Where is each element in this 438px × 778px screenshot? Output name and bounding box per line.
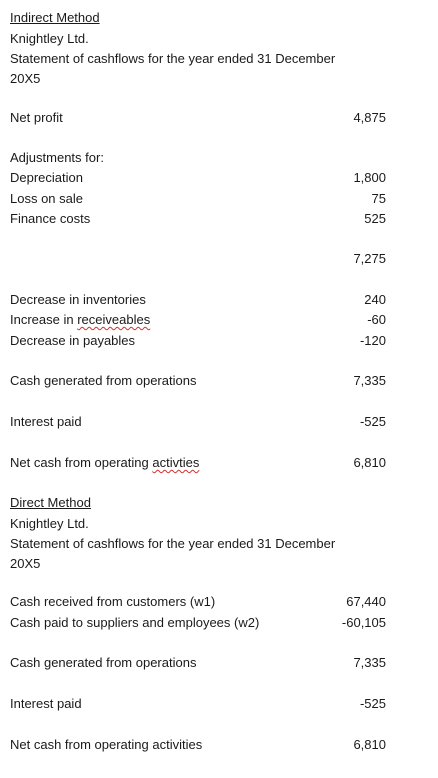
indirect-title-row-2: [10, 69, 428, 89]
receivables-misspelled-word: receiveables: [77, 312, 151, 327]
payables-value: -120: [359, 333, 386, 348]
finance-costs-value: 525: [364, 211, 386, 226]
direct-heading: Direct Method: [10, 495, 91, 510]
adjustments-label: Adjustments for:: [10, 150, 104, 165]
customers-value: 67,440: [346, 594, 386, 609]
direct-statement-title: Statement of cashflows for the year ended 31 December: [10, 536, 336, 551]
indirect-net-cash-label-prefix: Net cash from operating: [10, 455, 153, 470]
direct-statement-year: 20X5: [10, 556, 41, 571]
indirect-interest-paid-label: Interest paid: [10, 414, 82, 429]
customers-label: Cash received from customers (w1): [10, 594, 216, 609]
payables-row: [10, 331, 428, 351]
direct-company-name: Knightley Ltd.: [10, 516, 89, 531]
payables-label: Decrease in payables: [10, 333, 136, 348]
direct-cash-generated-row: [10, 653, 428, 673]
loss-on-sale-row: [10, 189, 428, 209]
net-profit-row: [10, 108, 428, 128]
receivables-label: [10, 310, 150, 330]
direct-net-cash-label: Net cash from operating activities: [10, 737, 203, 752]
indirect-interest-paid-value: -525: [359, 414, 386, 429]
customers-row: [10, 592, 428, 612]
indirect-title-row-1: [10, 49, 428, 69]
indirect-net-cash-row: [10, 453, 428, 473]
indirect-interest-paid-row: [10, 412, 428, 432]
indirect-cash-generated-value: 7,335: [353, 373, 386, 388]
suppliers-label: Cash paid to suppliers and employees (w2): [10, 615, 260, 630]
indirect-heading-row: [10, 8, 428, 28]
indirect-statement-year: 20X5: [10, 71, 41, 86]
finance-costs-row: [10, 209, 428, 229]
direct-net-cash-value: 6,810: [353, 737, 386, 752]
inventories-label: Decrease in inventories: [10, 292, 146, 307]
indirect-cash-generated-label: Cash generated from operations: [10, 373, 197, 388]
depreciation-row: [10, 168, 428, 188]
inventories-row: [10, 290, 428, 310]
indirect-company-row: [10, 29, 428, 49]
direct-interest-paid-value: -525: [359, 696, 386, 711]
net-profit-value: 4,875: [353, 110, 386, 125]
direct-net-cash-row: [10, 735, 428, 755]
subtotal-value: 7,275: [353, 251, 386, 266]
indirect-cash-generated-row: [10, 371, 428, 391]
indirect-heading: Indirect Method: [10, 10, 100, 25]
receivables-value: -60: [367, 312, 386, 327]
indirect-net-cash-value: 6,810: [353, 455, 386, 470]
indirect-statement-title: Statement of cashflows for the year ended 31 December: [10, 51, 336, 66]
adjustments-row: [10, 148, 428, 168]
direct-interest-paid-label: Interest paid: [10, 696, 82, 711]
direct-interest-paid-row: [10, 694, 428, 714]
indirect-net-cash-label: [10, 453, 199, 473]
loss-on-sale-label: Loss on sale: [10, 191, 83, 206]
depreciation-value: 1,800: [353, 170, 386, 185]
suppliers-value: -60,105: [341, 615, 386, 630]
indirect-net-cash-misspelled-word: activties: [152, 455, 200, 470]
finance-costs-label: Finance costs: [10, 211, 91, 226]
net-profit-label: Net profit: [10, 110, 63, 125]
suppliers-row: [10, 613, 428, 633]
loss-on-sale-value: 75: [371, 191, 386, 206]
direct-company-row: [10, 514, 428, 534]
depreciation-label: Depreciation: [10, 170, 83, 185]
direct-title-row-2: [10, 554, 428, 574]
direct-heading-row: [10, 493, 428, 513]
receivables-label-prefix: Increase in: [10, 312, 78, 327]
receivables-row: [10, 310, 428, 330]
indirect-company-name: Knightley Ltd.: [10, 31, 89, 46]
direct-title-row-1: [10, 534, 428, 554]
direct-cash-generated-value: 7,335: [353, 655, 386, 670]
inventories-value: 240: [364, 292, 386, 307]
subtotal-row: [10, 249, 428, 269]
direct-cash-generated-label: Cash generated from operations: [10, 655, 197, 670]
